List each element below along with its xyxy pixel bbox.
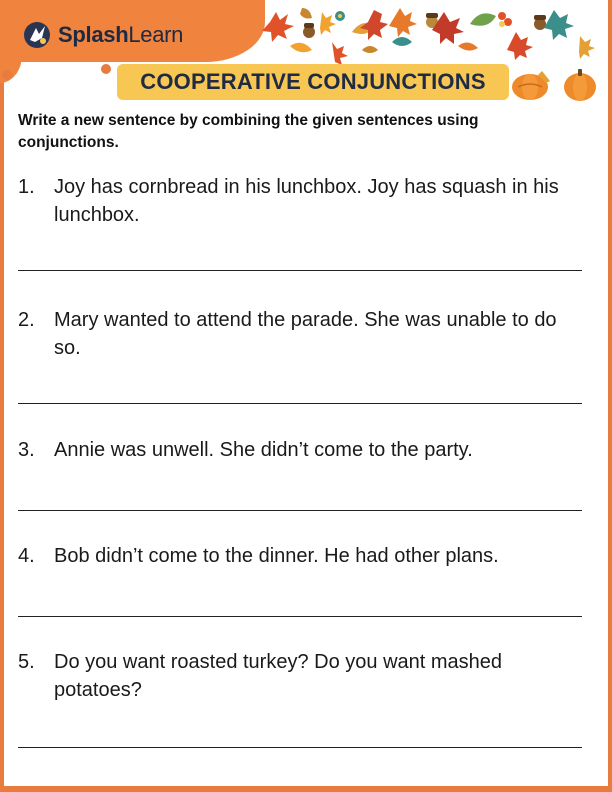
question-number: 3. bbox=[18, 439, 35, 461]
question-item bbox=[18, 173, 588, 229]
question-text: Mary wanted to attend the parade. She was unable to do so. bbox=[54, 309, 557, 359]
autumn-leaves-icon bbox=[262, 2, 608, 64]
decor-dot bbox=[2, 70, 12, 80]
splashlearn-logo-icon bbox=[22, 20, 52, 50]
question-number: 4. bbox=[18, 545, 35, 567]
decor-dot bbox=[101, 64, 111, 74]
page-title: COOPERATIVE CONJUNCTIONS bbox=[140, 69, 486, 94]
brand-logo[interactable] bbox=[22, 18, 183, 52]
question-item bbox=[18, 306, 588, 362]
question-text: Joy has cornbread in his lunchbox. Joy has squash in his lunchbox. bbox=[54, 176, 559, 226]
brand-name-regular: Learn bbox=[128, 22, 184, 47]
answer-line[interactable] bbox=[18, 747, 582, 748]
answer-line[interactable] bbox=[18, 270, 582, 271]
question-item bbox=[18, 436, 588, 464]
answer-line[interactable] bbox=[18, 403, 582, 404]
answer-line[interactable] bbox=[18, 616, 582, 617]
question-number: 2. bbox=[18, 309, 35, 331]
question-text: Annie was unwell. She didn’t come to the party. bbox=[54, 439, 473, 461]
question-number: 1. bbox=[18, 176, 35, 198]
question-item bbox=[18, 648, 588, 704]
question-text: Bob didn’t come to the dinner. He had other plans. bbox=[54, 545, 499, 567]
question-text: Do you want roasted turkey? Do you want mashed potatoes? bbox=[54, 651, 503, 701]
brand-name bbox=[58, 22, 183, 48]
question-number: 5. bbox=[18, 651, 35, 673]
instructions: Write a new sentence by combining the given sentences using conjunctions. bbox=[18, 112, 479, 151]
title-banner bbox=[117, 64, 509, 100]
question-item bbox=[18, 542, 588, 570]
brand-name-bold: Splash bbox=[58, 22, 129, 47]
answer-line[interactable] bbox=[18, 510, 582, 511]
pumpkin-icon bbox=[508, 63, 602, 103]
